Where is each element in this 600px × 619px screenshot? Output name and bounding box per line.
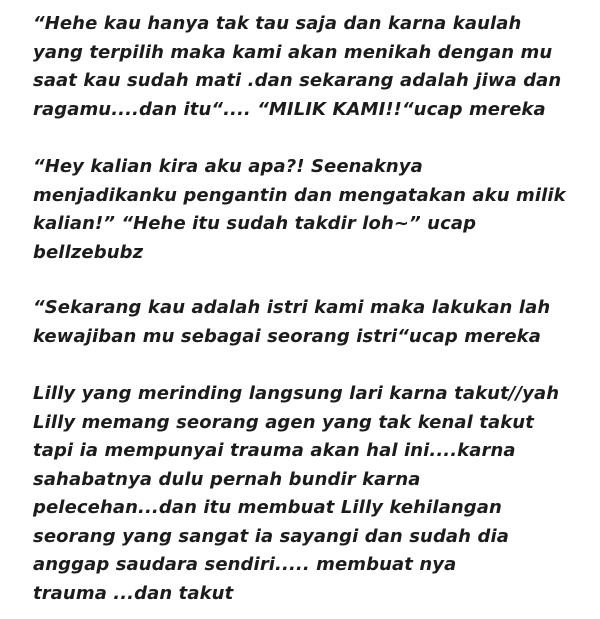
- text-line: seorang yang sangat ia sayangi dan sudah dia: [33, 525, 509, 547]
- paragraph-dialogue-1: [33, 10, 593, 124]
- text-line: sahabatnya dulu pernah bundir karna: [33, 468, 421, 490]
- text-line: kewajiban mu sebagai seorang istri“ucap mereka: [33, 325, 541, 347]
- text-line: “Hehe kau hanya tak tau saja dan karna kaulah: [33, 13, 522, 34]
- text-line: yang terpilih maka kami akan menikah dengan mu: [33, 41, 553, 63]
- text-line: anggap saudara sendiri..... membuat nya: [33, 554, 457, 575]
- text-line: trauma ...dan takut: [33, 582, 234, 604]
- text-line: pelecehan...dan itu membuat Lilly kehilangan: [33, 497, 502, 518]
- paragraph-dialogue-3: [33, 294, 593, 351]
- text-line: Lilly memang seorang agen yang tak kenal takut: [33, 411, 534, 433]
- text-line: bellzebubz: [33, 241, 144, 263]
- paragraph-narration: [33, 380, 593, 608]
- text-line: Lilly yang merinding langsung lari karna takut//yah: [33, 383, 560, 404]
- text-line: ragamu....dan itu“.... “MILIK KAMI!!“ucap mereka: [33, 98, 546, 120]
- text-line: saat kau sudah mati .dan sekarang adalah jiwa dan: [33, 70, 562, 91]
- text-line: tapi ia mempunyai trauma akan hal ini....karna: [33, 440, 516, 461]
- text-line: menjadikanku pengantin dan mengatakan aku milik: [33, 184, 566, 206]
- text-line: kalian!” “Hehe itu sudah takdir loh~” ucap: [33, 213, 477, 234]
- paragraph-dialogue-2: [33, 153, 593, 267]
- text-line: “Sekarang kau adalah istri kami maka lakukan lah: [33, 297, 551, 318]
- text-line: “Hey kalian kira aku apa?! Seenaknya: [33, 156, 423, 177]
